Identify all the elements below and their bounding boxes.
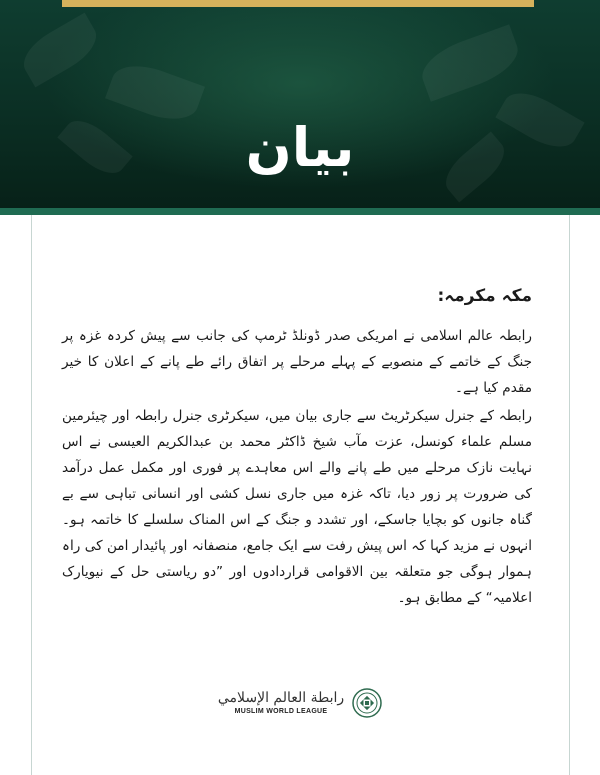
logo-arabic-text: رابطة العالم الإسلامي	[217, 690, 345, 706]
dateline-place: مکہ مکرمہ:	[437, 286, 532, 306]
mwl-emblem-icon	[352, 688, 382, 718]
statement-title: بیان	[245, 116, 355, 179]
header-divider	[0, 208, 600, 215]
paragraph-2: رابطہ کے جنرل سیکرٹریٹ سے جاری بیان میں، سیکرٹری جنرل رابطہ اور چیئرمین مسلم علماء کونسل، عزت مآب شیخ ڈاکٹر محمد بن عبدالکریم العیسی نے اس نہایت نازک مرحلے میں طے پانے والے اس معاہدے پر فوری اور مکمل عمل درآمد کی ضرورت پر زور دیا، تاکہ غزہ میں جاری نسل کشی اور انسانی تباہی سے بے گناہ جانوں کو بچایا جاسکے، اور تشدد و جنگ کے اس المناک سلسلے کا خاتمہ ہو۔ انہوں نے مزید کہا کہ اس پیش رفت سے ایک جامع، منصفانہ اور پائیدار امن کی راہ ہموار ہوگی جو متعلقہ بین الاقوامی قراردادوں اور ”دو ریاستی حل کے نیویارک اعلامیہ“ کے مطابق ہو۔	[62, 408, 532, 606]
leaf-ornament	[415, 24, 525, 101]
footer-logo	[0, 683, 600, 723]
leaf-ornament	[15, 13, 104, 88]
gold-accent-bar	[62, 0, 534, 7]
paragraph-1: رابطہ عالم اسلامی نے امریکی صدر ڈونلڈ ٹرمپ کی جانب سے پیش کردہ غزہ پر جنگ کے خاتمے کے منصوبے کے پہلے مرحلے پر اتفاق رائے طے پانے کے اعلان کا خیر مقدم کیا ہے۔	[62, 328, 532, 396]
logo-text-block	[218, 689, 344, 717]
header-banner	[0, 0, 600, 208]
statement-body	[62, 283, 532, 613]
logo-english-text: MUSLIM WORLD LEAGUE	[234, 708, 328, 715]
